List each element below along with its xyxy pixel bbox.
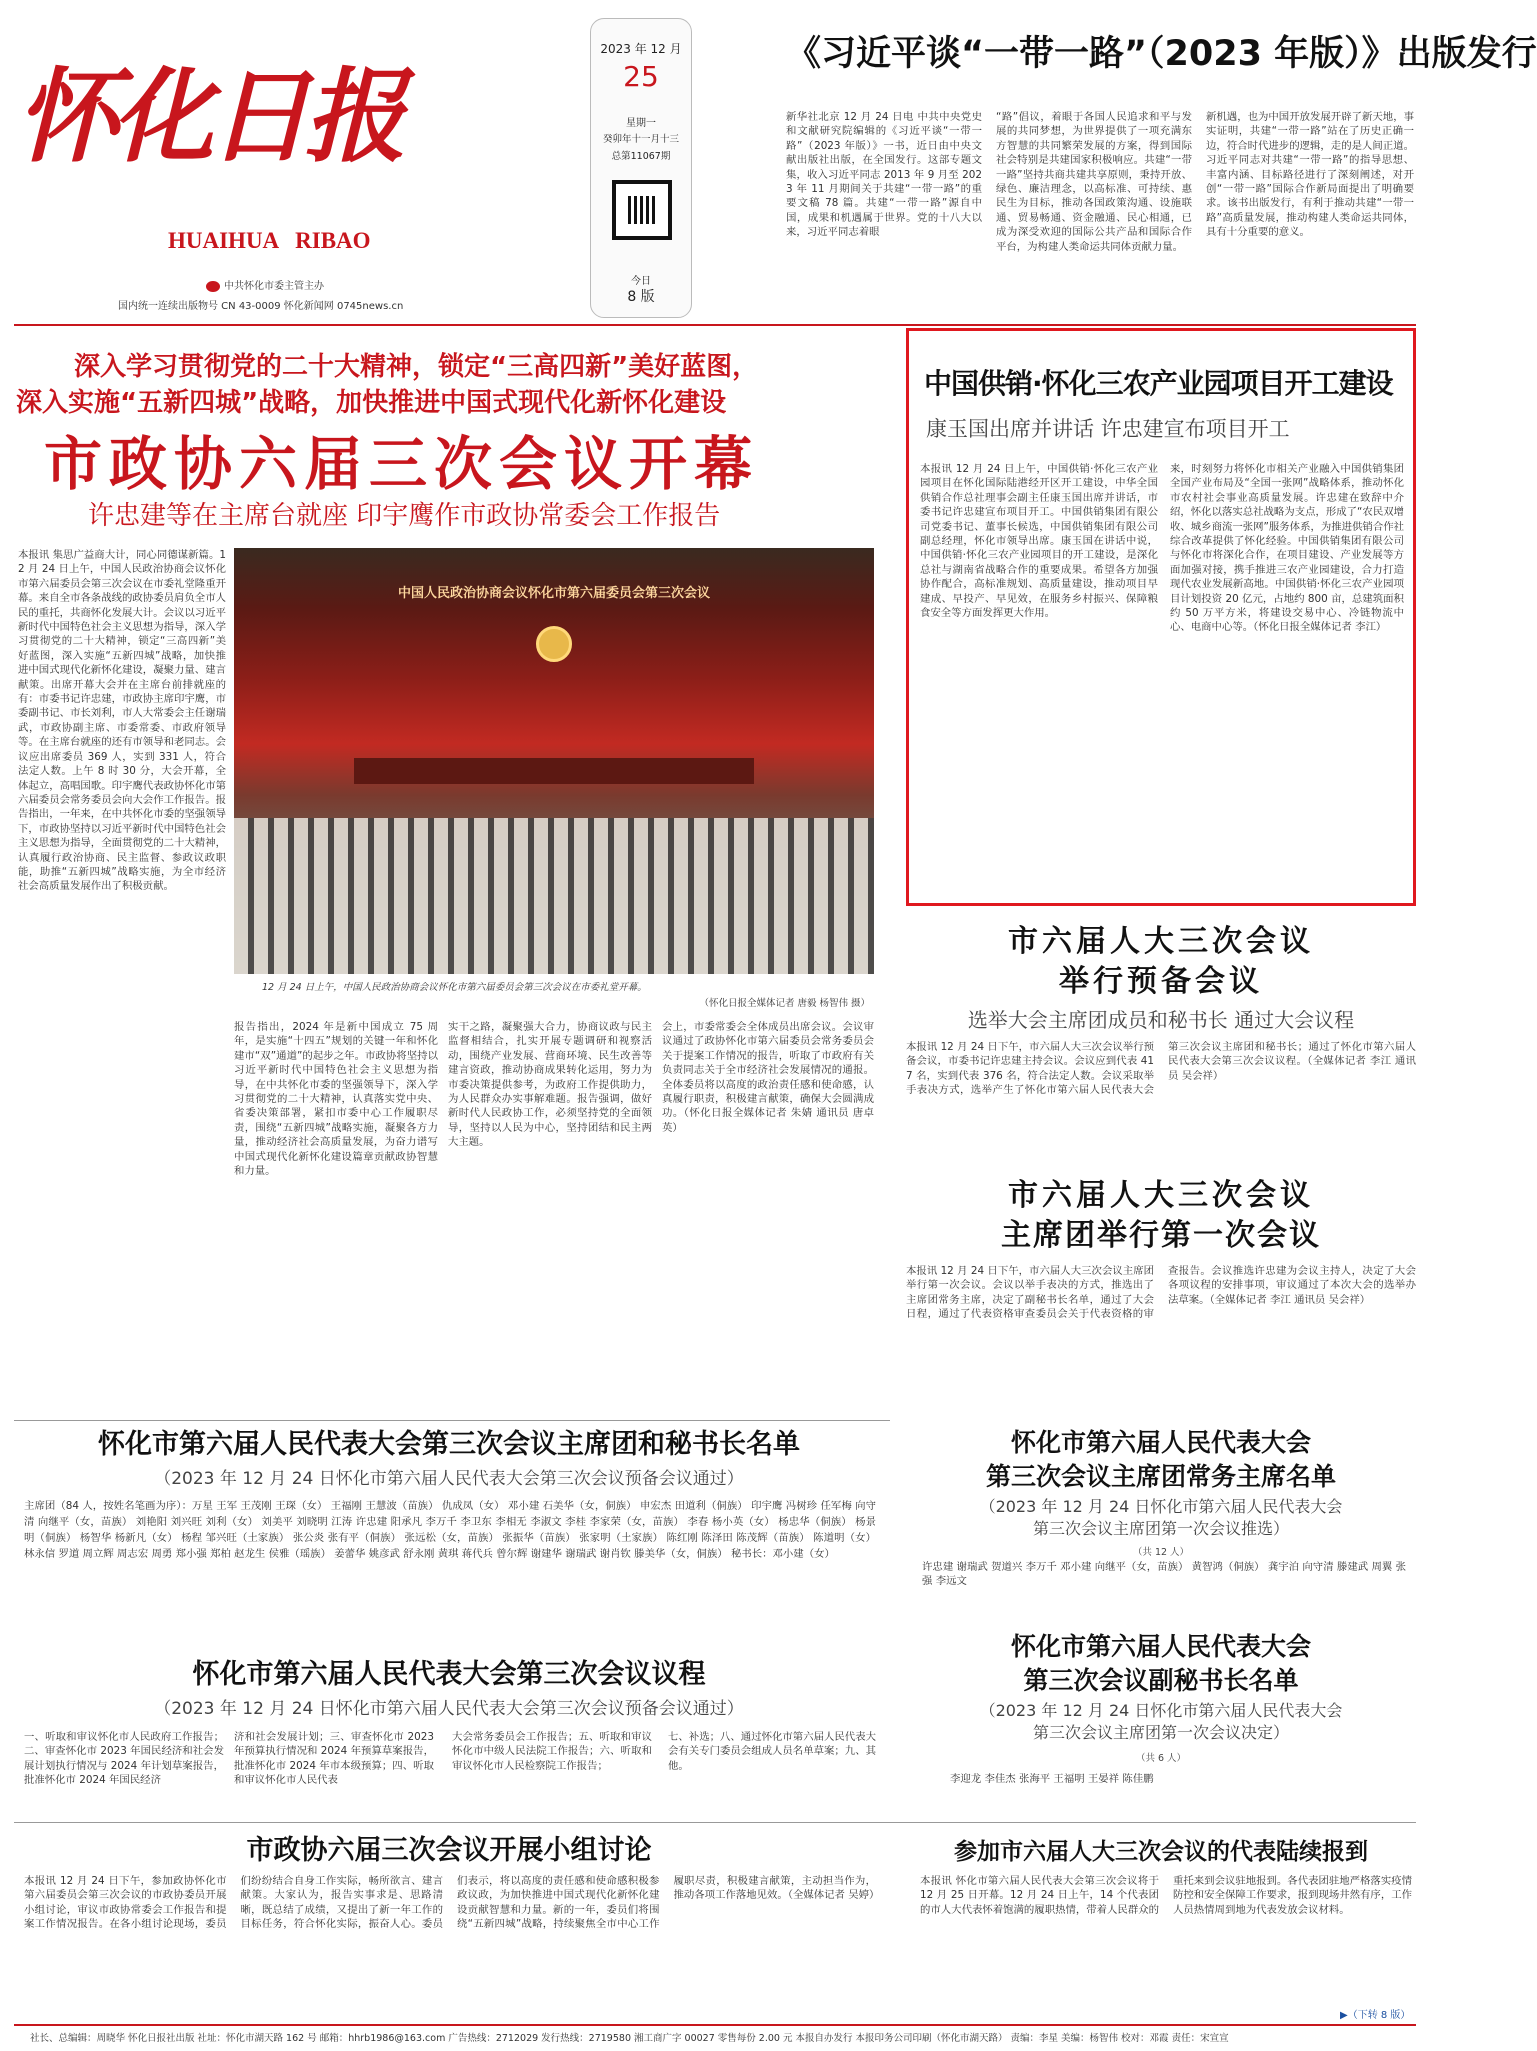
lead-col-mid-2: 实干之路，凝聚强大合力，协商议政与民主监督相结合，扎实开展专题调研和视察活动，围绕产业发展、营商环境、民生改善等建言资政，推动协商成果转化运用，努力为市委决策提供参考，为政府工作提供助力，为人民群众办实事解难题。报告强调，做好新时代人民政协工作，必须坚持党的全面领导，坚持以人民为中心，坚持团结和民主两大主题。 bbox=[448, 1021, 652, 1149]
photo-credit: （怀化日报全媒体记者 唐毅 杨智伟 摄） bbox=[699, 998, 870, 1009]
npc1-subtitle: 选举大会主席团成员和秘书长 通过大会议程 bbox=[967, 1008, 1355, 1032]
lead-col-mid-1: 报告指出，2024 年是新中国成立 75 周年，是实施“十四五”规划的关键一年和怀化建市“双”通道”的起步之年。市政协将坚持以习近平新时代中国特色社会主义思想为指导，在中共怀化市委的坚强领导下，深入学习贯彻党的二十大精神，认真落实党中央、省委决策部署，紧扣市委中心工作履职尽责，围绕“五新四城”战略实施，凝聚各方力量，推动经济社会高质量发展，为奋力谱写中国式现代化新怀化建设篇章贡献政协智慧和力量。 bbox=[234, 1021, 438, 1178]
photo-audience bbox=[234, 818, 874, 974]
standing-title-2[interactable]: 第三次会议主席团常务主席名单 bbox=[985, 1462, 1336, 1491]
agenda-col-3: 大会常务委员会工作报告；五、听取和审议怀化市中级人民法院工作报告；六、听取和审议怀化市人民检察院工作报告； bbox=[452, 1731, 652, 1772]
issue-number: 总第11067期 bbox=[611, 151, 671, 162]
top-story-col-1: 新华社北京 12 月 24 日电 中共中央党史和文献研究院编辑的《习近平谈“一带一路”（2023 年版）》一书，近日由中央文献出版社出版，在全国发行。这部专题文集，收入习近平同志 2013 年 9 月至 2023 年 11 月期间关于共建“一带一路”的重要文稿 78 篇。共建“一带一路”源自中国，成果和机遇属于世界。党的十八大以来，习近平同志着眼 bbox=[786, 111, 982, 239]
agenda-title[interactable]: 怀化市第六届人民代表大会第三次会议议程 bbox=[192, 1659, 706, 1690]
arrow-right-icon: ▶ bbox=[1340, 2010, 1348, 2021]
standing-names: 许忠建 谢瑞武 贺道兴 李万千 邓小建 向继平（女，苗族） 黄智鸿（侗族） 龚宇泊 向守清 滕建武 周翼 张强 李远文 bbox=[922, 1561, 1406, 1588]
coop-col-right: 来，时刻努力将怀化市相关产业融入中国供销集团全国产业布局及“全国一张网”战略体系，推动怀化市农村社会事业高质量发展。许忠建在致辞中介绍，怀化以落实总社战略为支点，形成了“农民双增收、城乡商流一张网”服务体系，为推进供销合作社综合改革提供了怀化经验。中国供销集团有限公司与怀化市将深化合作，在项目建设、产业发展等方面加强对接，携手推进三农产业园建设，合力打造现代农业发展新高地。中国供销·怀化三农产业园项目计划投资 20 亿元，占地约 800 亩，总建筑面积约 50 万平方米，将建设交易中心、冷链物流中心、电商中心等。（怀化日报全媒体记者 李江） bbox=[1170, 463, 1404, 634]
cn-line: 国内统一连续出版物号 CN 43-0009 怀化新闻网 0745news.cn bbox=[118, 301, 404, 312]
npc1-title-2[interactable]: 举行预备会议 bbox=[1059, 964, 1263, 999]
slogan-line-2: 深入实施“五新四城”战略，加快推进中国式现代化新怀化建设 bbox=[16, 388, 727, 418]
top-story-title[interactable]: 《习近平谈“一带一路”（2023 年版）》出版发行 bbox=[786, 34, 1537, 74]
continued-label: （下转 8 版） bbox=[1347, 2010, 1411, 2021]
group-title[interactable]: 市政协六届三次会议开展小组讨论 bbox=[246, 1835, 652, 1866]
photo-caption: 12 月 24 日上午，中国人民政治协商会议怀化市第六届委员会第三次会议在市委礼堂开幕。 bbox=[262, 982, 647, 993]
agenda-col-2: 济和社会发展计划；三、审查怀化市 2023 年预算执行情况和 2024 年预算草案报告，批准怀化市 2024 年市本级预算；四、听取和审议怀化市人民代表 bbox=[234, 1731, 434, 1787]
presidium-subtitle: （2023 年 12 月 24 日怀化市第六届人民代表大会第三次会议预备会议通过） bbox=[154, 1469, 744, 1489]
masthead-rule bbox=[14, 324, 1416, 326]
standing-subtitle-1: （2023 年 12 月 24 日怀化市第六届人民代表大会 bbox=[979, 1497, 1343, 1516]
lead-col-left: 本报讯 集思广益商大计，同心同德谋新篇。12 月 24 日上午，中国人民政治协商会议怀化市第六届委员会第三次会议在市委礼堂隆重开幕。来自全市各条战线的政协委员肩负全市人民的重托，共商怀化发展大计。会议以习近平新时代中国特色社会主义思想为指导，深入学习贯彻党的二十大精神，锁定“三高四新”美好蓝图，深入实施“五新四城”战略，加快推进中国式现代化新怀化建设，凝聚力量、建言献策。出席开幕大会并在主席台前排就座的有：市委书记许忠建，市政协主席印宇鹰，市委副书记、市长刘利，市人大常委会主任谢瑞武，市政协副主席、市委常委、市政府领导等。在主席台就座的还有市领导和老同志。会议应出席委员 369 人，实到 331 人，符合法定人数。上午 8 时 30 分，大会开幕，全体起立，高唱国歌。印宇鹰代表政协怀化市第六届委员会常务委员会向大会作工作报告。报告指出，一年来，在中共怀化市委的坚强领导下，市政协坚持以习近平新时代中国特色社会主义思想为指导，全面贯彻党的二十大精神，认真履行政治协商、民主监督、参政议政职能，助推“五新四城”战略实施，为全市经济社会高质量发展作出了积极贡献。 bbox=[18, 549, 226, 893]
vicesec-subtitle-2: 第三次会议主席团第一次会议决定） bbox=[1032, 1723, 1289, 1742]
date-year-month: 2023 年 12 月 bbox=[600, 42, 682, 56]
vicesec-title-1[interactable]: 怀化市第六届人民代表大会 bbox=[1010, 1632, 1311, 1661]
lead-col-mid-3: 会上，市委常委会全体成员出席会议。会议审议通过了政协怀化市第六届委员会常务委员会关于提案工作情况的报告，听取了市政府有关负责同志关于全市经济社会发展情况的通报。全体委员将以高度的政治责任感和使命感，认真履行职责，积极建言献策，确保大会圆满成功。（怀化日报全媒体记者 朱婧 通讯员 唐卓英） bbox=[662, 1021, 874, 1134]
agenda-col-1: 一、听取和审议怀化市人民政府工作报告；二、审查怀化市 2023 年国民经济和社会发展计划执行情况与 2024 年计划草案报告，批准怀化市 2024 年国民经济 bbox=[24, 1731, 224, 1787]
presidium-list: 主席团（84 人，按姓名笔画为序）：万星 王军 王茂刚 王琛（女） 王福刚 王慧波（苗族） 仇成凤（女） 邓小建 石美华（女，侗族） 申宏杰 田道利（侗族） 印宇鹰 冯树珍 任军梅 向守清 向继平（女，苗族） 刘艳阳 刘兴旺 刘利（女） 刘美平 刘晓明 江涛 许忠建 阳承凡 李万千 李卫东 李相无 李淑文 李桂 李家荣（女，苗族） 李春 杨小英（女） 杨忠华（侗族） 杨景明（侗族） 杨智华 杨新凡（女） 杨程 邹兴旺（土家族） 张公炎 张有平（侗族） 张远松（女，苗族） 张振华（苗族） 张家明（土家族） 陈红刚 陈泽田 陈茂辉（苗族） 陈道明（女） 林永信 罗道 周立辉 周志宏 周勇 郑小强 郑柏 赵龙生 侯雅（瑶族） 姜蕾华 姚彦武 舒永刚 黄琪 蒋代兵 曾尔辉 谢建华 谢瑞武 谢肖钦 滕美华（女，侗族） 秘书长：邓小建（女） bbox=[24, 1500, 876, 1560]
agenda-subtitle: （2023 年 12 月 24 日怀化市第六届人民代表大会第三次会议预备会议通过） bbox=[154, 1699, 744, 1719]
slogan-line-1: 深入学习贯彻党的二十大精神，锁定“三高四新”美好蓝图， bbox=[74, 352, 759, 382]
coop-col-left: 本报讯 12 月 24 日上午，中国供销·怀化三农产业园项目在怀化国际陆港经开区开工建设，中华全国供销合作总社理事会副主任康玉国出席并讲话，市委书记许忠建宣布项目开工。中国供销集团有限公司党委书记、董事长候选，中国供销集团有限公司副总经理，怀化市领导出席。康玉国在讲话中说，中国供销·怀化三农产业园项目的开工建设，是深化总社与湖南省战略合作的重要成果。希望各方加强协作配合，高标准规划、高质量建设，推动项目早建成、早投产、早见效，在服务乡村振兴、保障粮食安全等方面发挥更大作用。 bbox=[920, 463, 1158, 620]
coop-title[interactable]: 中国供销·怀化三农产业园项目开工建设 bbox=[924, 367, 1393, 400]
date-day: 25 bbox=[623, 60, 659, 93]
lead-subtitle: 许忠建等在主席台就座 印宇鹰作市政协常委会工作报告 bbox=[88, 501, 721, 531]
npc2-title-1[interactable]: 市六届人大三次会议 bbox=[1008, 1178, 1314, 1213]
date-lunar: 癸卯年十一月十三 bbox=[602, 134, 679, 145]
masthead-logo: 怀化日报 bbox=[16, 57, 400, 177]
sponsor-text: 中共怀化市委主管主办 bbox=[224, 281, 324, 292]
photo-banner: 中国人民政治协商会议怀化市第六届委员会第三次会议 bbox=[397, 586, 710, 601]
npc2-title-2[interactable]: 主席团举行第一次会议 bbox=[1001, 1218, 1321, 1253]
npc1-title-1[interactable]: 市六届人大三次会议 bbox=[1008, 924, 1314, 959]
standing-count: （共 12 人） bbox=[1132, 1547, 1190, 1558]
qr-code bbox=[612, 180, 672, 240]
sponsor-line bbox=[206, 277, 324, 292]
agenda-col-4: 七、补选；八、通过怀化市第六届人民代表大会有关专门委员会组成人员名单草案；九、其他。 bbox=[668, 1731, 876, 1772]
pages-count: 8 版 bbox=[627, 289, 655, 305]
standing-subtitle-2: 第三次会议主席团第一次会议推选） bbox=[1032, 1519, 1289, 1538]
top-story-col-3: 新机遇，也为中国开放发展开辟了新天地，事实证明，共建“一带一路”站在了历史正确一边，符合时代进步的逻辑，走的是人间正道。习近平同志对共建“一带一路”的指导思想、丰富内涵、目标路径进行了深刻阐述，对开创“一带一路”国际合作新局面提出了明确要求。该书出版发行，有利于推动共建“一带一路”高质量发展，推动构建人类命运共同体，具有十分重要的意义。 bbox=[1206, 111, 1414, 239]
photo-emblem bbox=[536, 626, 572, 662]
lead-title[interactable]: 市政协六届三次会议开幕 bbox=[44, 430, 760, 498]
vicesec-subtitle-1: （2023 年 12 月 24 日怀化市第六届人民代表大会 bbox=[979, 1701, 1343, 1720]
group-text: 本报讯 12 月 24 日下午，参加政协怀化市第六届委员会第三次会议的市政协委员开展小组讨论，审议市政协常委会工作报告和提案工作情况报告。在各小组讨论现场，委员们纷纷结合自身工作实际，畅所欲言、建言献策。大家认为，报告实事求是、思路清晰，既总结了成绩，又提出了新一年工作的目标任务，符合怀化实际，振奋人心。委员们表示，将以高度的责任感和使命感积极参政议政，为加快推进中国式现代化新怀化建设贡献智慧和力量。新的一年，委员们将围绕“五新四城”战略，持续聚焦全市中心工作履职尽责，积极建言献策，主动担当作为，推动各项工作落地见效。（全媒体记者 吴婷） bbox=[24, 1875, 880, 1931]
date-weekday: 星期一 bbox=[626, 118, 656, 129]
photo-stage bbox=[354, 758, 754, 784]
arrive-text: 本报讯 怀化市第六届人民代表大会第三次会议将于 12 月 25 日开幕。12 月 24 日上午，14 个代表团的市人大代表怀着饱满的履职热情，带着人民群众的重托来到会议驻地报到。各代表团驻地严格落实疫情防控和安全保障工作要求，报到现场井然有序，工作人员热情周到地为代表发放会议材料。 bbox=[920, 1875, 1412, 1916]
section-divider bbox=[14, 1420, 890, 1421]
section-divider-2 bbox=[14, 1822, 1416, 1823]
vicesec-names: 李迎龙 李佳杰 张海平 王福明 王晏祥 陈佳鹏 bbox=[950, 1773, 1154, 1785]
top-story-col-2: “路”倡议，着眼于各国人民追求和平与发展的共同梦想，为世界提供了一项充满东方智慧的共同繁荣发展的方案，得到国际社会特别是共建国家积极响应。共建“一带一路”坚持共商共建共享原则，秉持开放、绿色、廉洁理念，以高标准、可持续、惠民生为目标，推动各国政策沟通、设施联通、贸易畅通、资金融通、民心相通，已成为深受欢迎的国际公共产品和国际合作平台，为构建人类命运共同体贡献力量。 bbox=[996, 111, 1192, 253]
footer-info: 社长、总编辑：周晓华 怀化日报社出版 社址：怀化市湖天路 162 号 邮箱：hhrb1986@163.com 广告热线：2712029 发行热线：2719580 湘工商广字 00027 零售每份 2.00 元 本报自办发行 本报印务公司印刷（怀化市湖天路） 责编：李星 美编：杨智伟 校对：邓霞 责任：宋宣宣 bbox=[30, 2033, 1229, 2044]
presidium-title[interactable]: 怀化市第六届人民代表大会第三次会议主席团和秘书长名单 bbox=[98, 1429, 800, 1460]
continued-link[interactable] bbox=[1340, 2006, 1410, 2021]
vicesec-title-2[interactable]: 第三次会议副秘书长名单 bbox=[1023, 1666, 1299, 1695]
coop-subtitle: 康玉国出席并讲话 许忠建宣布项目开工 bbox=[926, 417, 1290, 441]
lead-photo[interactable] bbox=[234, 548, 874, 974]
npc2-text: 本报讯 12 月 24 日下午，市六届人大三次会议主席团举行第一次会议。会议以举手表决的方式，推选出了主席团常务主席，决定了副秘书长名单，通过了大会日程，通过了代表资格审查委员会关于代表资格的审查报告。会议推选许忠建为会议主持人，决定了大会各项议程的安排事项，审议通过了本次大会的选举办法草案。（全媒体记者 李江 通讯员 吴会祥） bbox=[906, 1265, 1416, 1321]
npc1-text: 本报讯 12 月 24 日下午，市六届人大三次会议举行预备会议，市委书记许忠建主持会议。会议应到代表 417 名，实到代表 376 名，符合法定人数。会议采取举手表决方式，选举产生了怀化市第六届人民代表大会第三次会议主席团和秘书长；通过了怀化市第六届人民代表大会第三次会议议程。（全媒体记者 李江 通讯员 吴会祥） bbox=[906, 1041, 1416, 1097]
standing-title-1[interactable]: 怀化市第六届人民代表大会 bbox=[1010, 1428, 1311, 1457]
arrive-title[interactable]: 参加市六届人大三次会议的代表陆续报到 bbox=[954, 1839, 1368, 1865]
masthead-pinyin: HUAIHUA RIBAO bbox=[168, 228, 371, 253]
vicesec-count: （共 6 人） bbox=[1135, 1753, 1187, 1764]
today-label: 今日 bbox=[631, 276, 651, 287]
sponsor-icon bbox=[206, 281, 220, 292]
footer-rule bbox=[14, 2024, 1416, 2026]
